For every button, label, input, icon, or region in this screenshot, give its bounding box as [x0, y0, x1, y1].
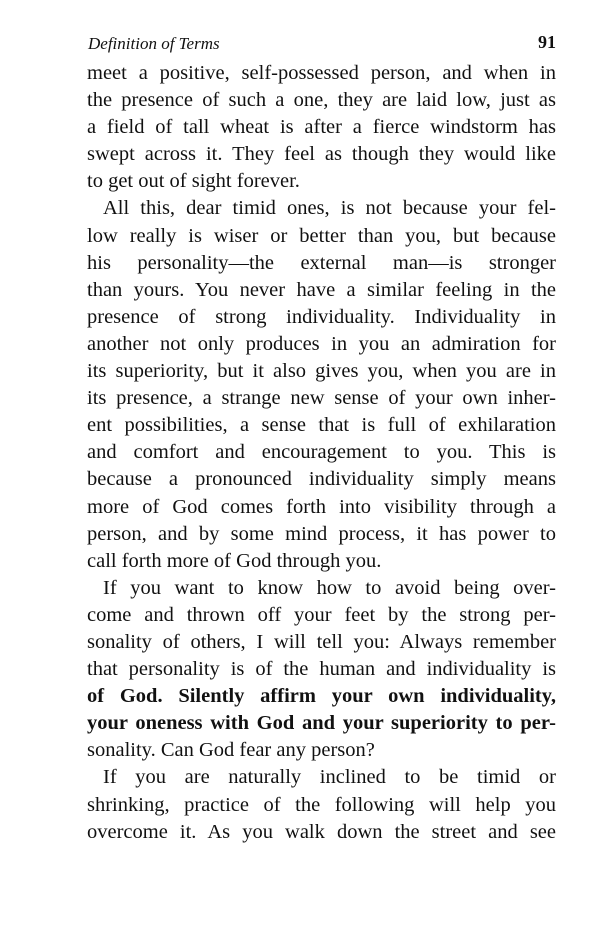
text-line: a field of tall wheat is after a fierce windstorm has — [87, 116, 556, 139]
body-text — [87, 60, 556, 846]
page-number: 91 — [538, 32, 556, 52]
text-line: the presence of such a one, they are laid low, just as — [87, 89, 556, 112]
text-line: sonality. Can God fear any person? — [87, 739, 375, 762]
text-line: call forth more of God through you. — [87, 549, 382, 572]
text-line: sonality of others, I will tell you: Always remember — [87, 630, 556, 653]
text-line: presence of strong individuality. Individuality in — [87, 305, 556, 328]
text-line: If you are naturally inclined to be timid or — [103, 766, 556, 789]
text-line: come and thrown off your feet by the strong per- — [87, 603, 556, 626]
text-line: shrinking, practice of the following will help you — [87, 793, 556, 816]
page-header — [88, 34, 556, 60]
text-line: another not only produces in you an admiration for — [87, 332, 556, 355]
text-line: to get out of sight forever. — [87, 170, 300, 193]
text-line: your oneness with God and your superiority to per- — [87, 712, 556, 735]
text-line: more of God comes forth into visibility through a — [87, 495, 556, 518]
text-line: overcome it. As you walk down the street and see — [87, 820, 556, 843]
text-line: than yours. You never have a similar feeling in the — [87, 278, 556, 301]
text-line: and comfort and encouragement to you. This is — [87, 441, 556, 464]
text-line: its presence, a strange new sense of your own inher- — [87, 387, 556, 410]
text-line: that personality is of the human and individuality is — [87, 658, 556, 681]
text-line: low really is wiser or better than you, but because — [87, 224, 556, 247]
text-line: because a pronounced individuality simply means — [87, 468, 556, 491]
text-line: of God. Silently affirm your own individuality, — [87, 685, 556, 708]
text-line: his personality—the external man—is stronger — [87, 251, 556, 274]
text-line: If you want to know how to avoid being over- — [103, 576, 556, 599]
text-line: person, and by some mind process, it has power to — [87, 522, 556, 545]
text-line: All this, dear timid ones, is not because your fel- — [103, 197, 556, 220]
text-line: its superiority, but it also gives you, when you are in — [87, 360, 556, 383]
running-title: Definition of Terms — [88, 34, 220, 53]
text-line: ent possibilities, a sense that is full of exhilaration — [87, 414, 556, 437]
text-line: meet a positive, self-possessed person, and when in — [87, 62, 556, 84]
text-line: swept across it. They feel as though they would like — [87, 143, 556, 166]
